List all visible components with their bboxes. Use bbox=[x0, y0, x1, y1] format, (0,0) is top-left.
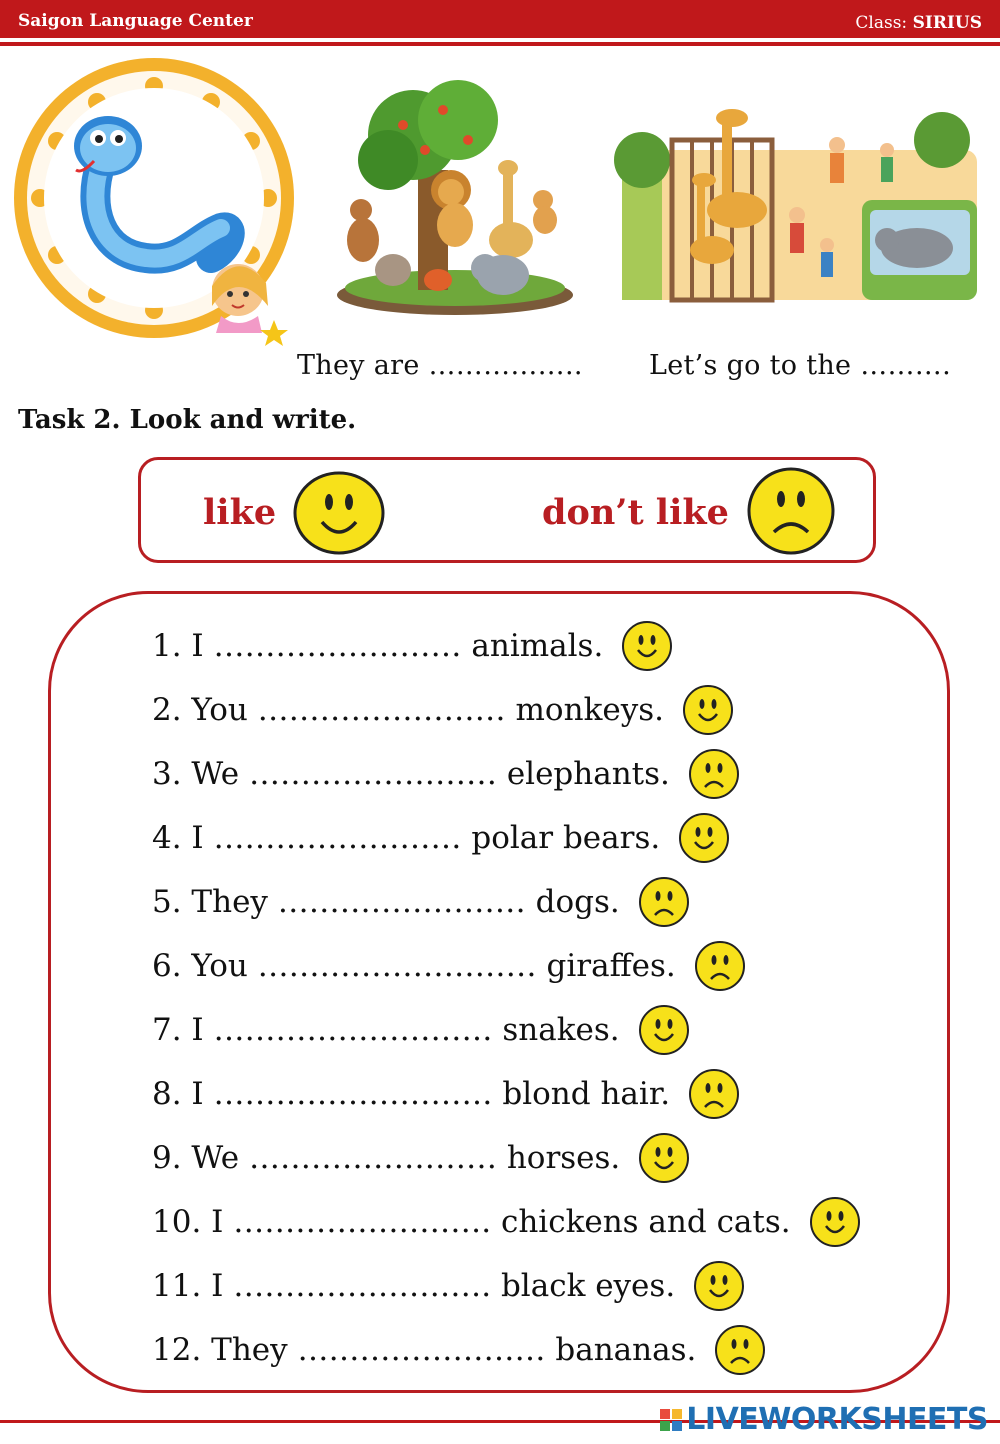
happy-face-icon bbox=[809, 1196, 861, 1248]
class-value: SIRIUS bbox=[912, 13, 982, 33]
happy-face-icon bbox=[638, 1004, 690, 1056]
exercise-text: 7. I ……………………… snakes. bbox=[152, 1012, 620, 1048]
caption-zoo: Let’s go to the ………. bbox=[649, 350, 951, 381]
happy-face-icon bbox=[621, 620, 673, 672]
exercise-text: 1. I …………………… animals. bbox=[152, 628, 604, 664]
class-label: Class: bbox=[855, 13, 908, 33]
exercise-item bbox=[152, 940, 746, 992]
animals-tree-illustration bbox=[333, 80, 578, 320]
header-divider bbox=[0, 42, 1000, 46]
happy-face-icon bbox=[693, 1260, 745, 1312]
exercise-text: 2. You …………………… monkeys. bbox=[152, 692, 664, 728]
exercise-text: 3. We …………………… elephants. bbox=[152, 756, 670, 792]
exercise-text: 9. We …………………… horses. bbox=[152, 1140, 621, 1176]
exercise-item bbox=[152, 748, 740, 800]
sad-face-icon bbox=[746, 466, 836, 556]
exercise-text: 11. I ……………………. black eyes. bbox=[152, 1268, 676, 1304]
happy-face-icon bbox=[682, 684, 734, 736]
exercise-item bbox=[152, 812, 730, 864]
exercise-item bbox=[152, 1068, 740, 1120]
sad-face-icon bbox=[714, 1324, 766, 1376]
task-title: Task 2. Look and write. bbox=[18, 405, 357, 435]
class-info bbox=[855, 13, 982, 33]
exercise-item bbox=[152, 876, 690, 928]
legend-dont-like-label: don’t like bbox=[542, 492, 729, 533]
exercise-text: 8. I ……………………… blond hair. bbox=[152, 1076, 671, 1112]
snake-illustration bbox=[6, 58, 311, 348]
exercise-item bbox=[152, 1196, 861, 1248]
exercise-item bbox=[152, 620, 673, 672]
footer-brand: LIVEWORKSHEETS bbox=[686, 1402, 988, 1437]
exercise-item bbox=[152, 684, 734, 736]
exercise-item bbox=[152, 1260, 745, 1312]
exercise-text: 10. I ……………………. chickens and cats. bbox=[152, 1204, 791, 1240]
exercise-text: 6. You ……………………… giraffes. bbox=[152, 948, 676, 984]
exercise-text: 5. They …………………… dogs. bbox=[152, 884, 620, 920]
sad-face-icon bbox=[688, 1068, 740, 1120]
zoo-illustration bbox=[612, 100, 982, 305]
happy-face-icon bbox=[638, 1132, 690, 1184]
exercise-text: 12. They …………………… bananas. bbox=[152, 1332, 697, 1368]
exercise-item bbox=[152, 1004, 690, 1056]
happy-face-icon bbox=[678, 812, 730, 864]
legend-like-label: like bbox=[203, 492, 277, 533]
exercise-item bbox=[152, 1132, 690, 1184]
footer-logo bbox=[660, 1402, 988, 1437]
liveworksheets-logo-icon bbox=[660, 1409, 682, 1431]
sad-face-icon bbox=[688, 748, 740, 800]
exercise-text: 4. I …………………… polar bears. bbox=[152, 820, 661, 856]
caption-animals: They are …………….. bbox=[297, 350, 583, 381]
exercise-item bbox=[152, 1324, 766, 1376]
happy-face-icon bbox=[292, 470, 386, 556]
sad-face-icon bbox=[638, 876, 690, 928]
school-name: Saigon Language Center bbox=[18, 11, 253, 31]
sad-face-icon bbox=[694, 940, 746, 992]
